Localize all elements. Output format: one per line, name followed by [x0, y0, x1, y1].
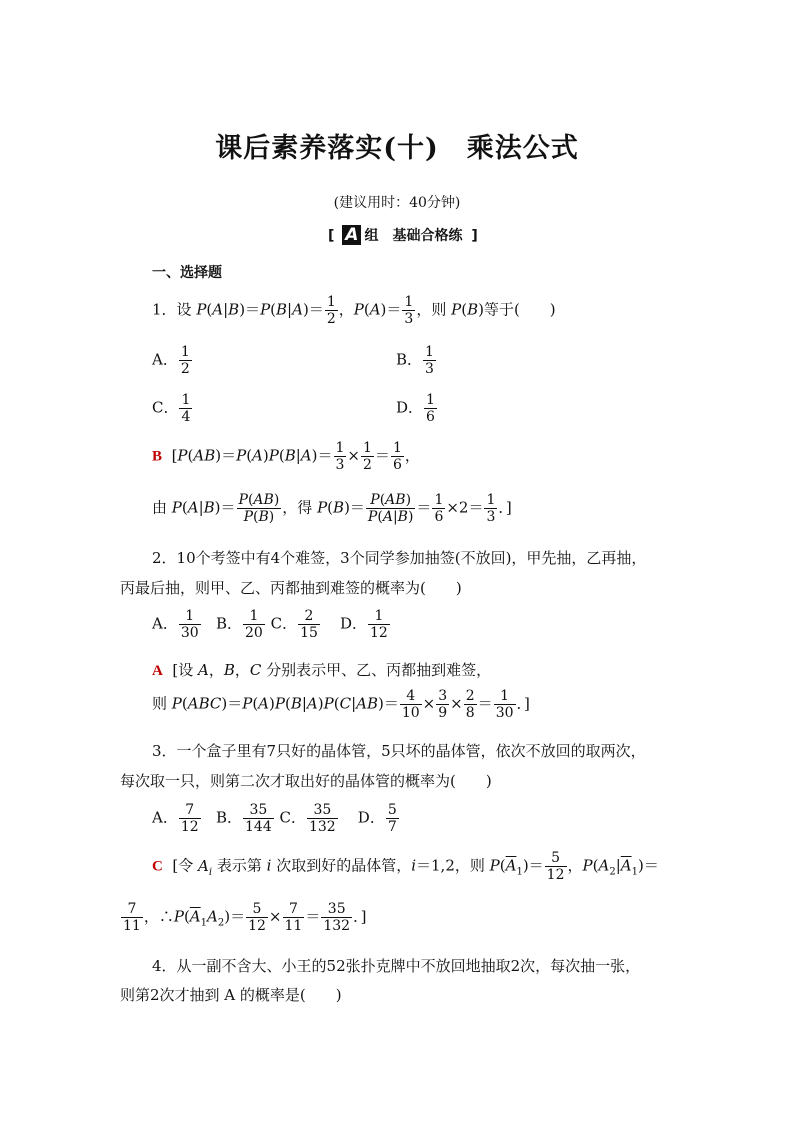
q1-stem: 1．设 P(A|B)＝P(B|A)＝ $\frac{1}{2}$ ，P(A)＝ $\frac{1}{3}$ ，则 P(B)等于( ) [152, 294, 556, 328]
q1-solution-line1: B [P(AB)＝P(A)P(B|A)＝ $\frac{1}{3}$ × $\frac{1}{2}$ ＝ $\frac{1}{6}$ ， [152, 440, 420, 474]
time-hint: (建议用时：40分钟) [333, 195, 461, 211]
page-title: 课后素养落实(十) 乘法公式 [215, 133, 579, 164]
q3-solution-line1: C [令 $A_i$ 表示第 i 次取到好的晶体管，i＝1,2，则 $P(\overline{A}_1)=$ $\frac{5}{12}$ ，$P(A_2|\overline{A}_1)=$ [152, 850, 659, 884]
section-heading: 一、选择题 [152, 265, 222, 281]
q1-option-b: B． $\frac{1}{3}$ [396, 344, 434, 378]
q4-stem-line2: 则第2次才抽到 A 的概率是( ) [120, 986, 342, 1004]
q2-stem-line2: 丙最后抽，则甲、乙、丙都抽到难签的概率为( ) [120, 579, 462, 597]
q3-answer: C [152, 858, 163, 875]
q3-solution-line2: $\frac{7}{11}$ ，$\therefore P(\overline{A}_1A_2)=$ $\frac{5}{12}$ × $\frac{7}{11}$ ＝ $\frac{35}{132}$ ．] [123, 901, 367, 935]
q2-answer: A [152, 663, 163, 679]
group-bracket-close: ] [471, 228, 478, 244]
group-label: 组 基础合格练 [364, 228, 463, 244]
q2-solution-line2: 则 P(ABC)＝P(A)P(B|A)P(C|AB)＝ $\frac{4}{10}$ × $\frac{3}{9}$ × $\frac{2}{8}$ ＝ $\frac{1}{30}$ ．] [152, 688, 530, 722]
q3-options: A． $\frac{7}{12}$ B． $\frac{35}{144}$ C． $\frac{35}{132}$ D． $\frac{5}{7}$ [152, 802, 397, 836]
q1-answer: B [152, 448, 163, 465]
q2-options: A． $\frac{1}{30}$ B． $\frac{1}{20}$ C． $\frac{2}{15}$ D． $\frac{1}{12}$ [152, 608, 388, 642]
q1-option-c: C． $\frac{1}{4}$ [152, 392, 191, 426]
group-badge: A [342, 225, 361, 245]
group-bracket-open: [ [328, 228, 335, 244]
q2-stem-line1: 2．10个考签中有4个难签，3个同学参加抽签(不放回)，甲先抽，乙再抽， [152, 549, 647, 567]
q3-stem-line1: 3．一个盒子里有7只好的晶体管，5只坏的晶体管，依次不放回的取两次， [152, 742, 646, 760]
q2-solution-line1: A [设 A，B，C 分别表示甲、乙、丙都抽到难签， [152, 661, 492, 679]
group-header [328, 225, 478, 245]
q1-solution-line2: 由 P(A|B)＝ $\frac{P(AB)}{P(B)}$ ，得 P(B)＝ $\frac{P(AB)}{P(A|B)}$ ＝ $\frac{1}{6}$ ×2＝ $\frac{1}{3}$ ．] [152, 492, 512, 526]
q4-stem-line1: 4．从一副不含大、小王的52张扑克牌中不放回地抽取2次，每次抽一张， [152, 957, 641, 975]
q1-option-a: A． $\frac{1}{2}$ [152, 344, 190, 378]
q1-option-d: D． $\frac{1}{6}$ [396, 392, 435, 426]
q3-stem-line2: 每次取一只，则第二次才取出好的晶体管的概率为( ) [120, 772, 492, 790]
